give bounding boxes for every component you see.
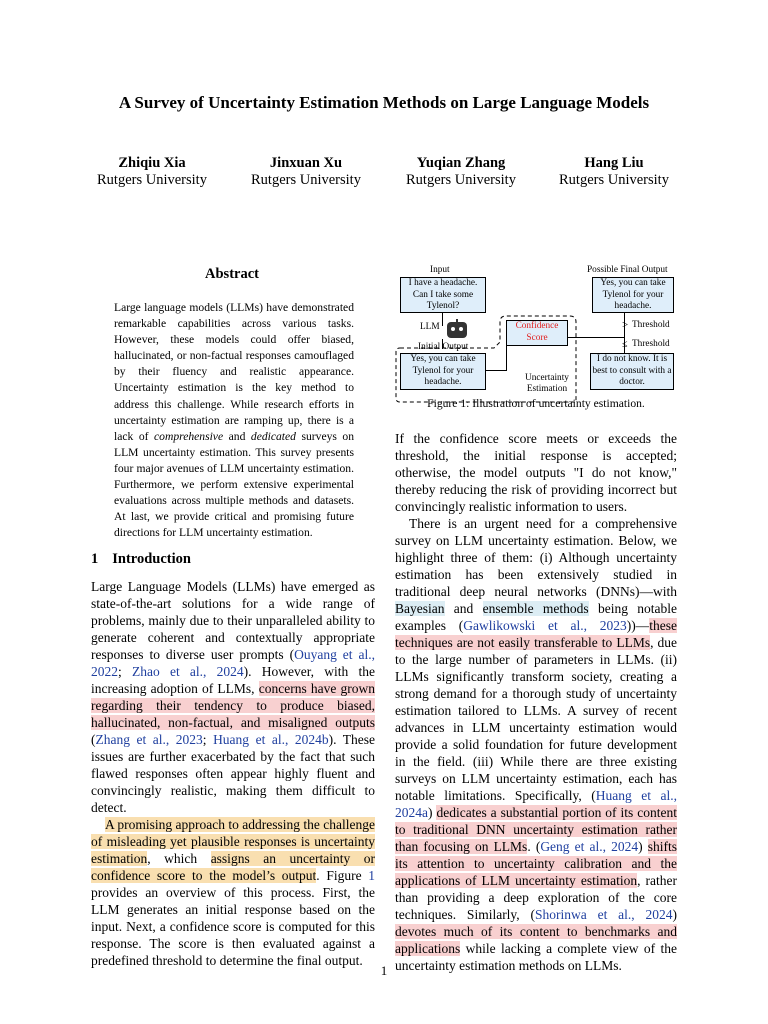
- citation-link[interactable]: Huang et al., 2024a: [395, 788, 677, 820]
- abstract-text-part: surveys on LLM uncertainty estimation. This survey presents four major avenues of LLM uncertainty estimation. Furthermore, we perform extensive experimental evaluations across multiple methods and datasets. At last, we provide critical and promising future directions for LLM uncertainty estimation.: [114, 429, 355, 540]
- author-affiliation: Rutgers University: [97, 172, 207, 188]
- text-run: ;: [118, 664, 132, 679]
- figure-reference-link[interactable]: 1: [368, 868, 375, 883]
- text-run: while lacking a complete view of the uncertainty estimation methods on LLMs.: [395, 941, 677, 973]
- highlight-red: devotes much of its content to benchmarks and applications: [395, 924, 677, 956]
- text-run: and: [444, 601, 483, 616]
- abstract-text-part: Large language models (LLMs) have demonstrated remarkable capabilities across various tasks. However, these models could offer biased, hallucinated, or non-factual responses camouflaged by their fluency and realistic appearance. Uncertainty estimation is the key method to address this challenge. While research efforts in uncertainty estimation are ramping up, there is a lack of: [114, 301, 354, 443]
- citation-link[interactable]: Gawlikowski et al., 2023: [463, 618, 627, 633]
- citation-link[interactable]: Ouyang et al., 2022: [91, 647, 375, 679]
- text-run: ): [672, 907, 677, 922]
- author-name: Zhiqiu Xia: [118, 155, 186, 171]
- author-name: Yuqian Zhang: [416, 155, 506, 171]
- abstract-emphasis: comprehensive: [154, 429, 224, 443]
- section-number: 1: [91, 551, 99, 567]
- highlight-blue: ensemble methods: [482, 601, 589, 616]
- abstract-text: [114, 300, 354, 541]
- abstract-emphasis: dedicated: [250, 429, 296, 443]
- author-affiliation: Rutgers University: [406, 172, 516, 188]
- highlight-red: dedicates a substantial portion of its content to traditional DNN uncertainty estimation rather than focusing on LLMs: [395, 805, 677, 854]
- text-run: provides an overview of this process. First, the LLM generates an initial response based on the input. Next, a confidence score is computed for this response. The score is then evaluated against a predefined threshold to determine the final output.: [91, 885, 375, 968]
- author-3: [381, 155, 541, 189]
- citation-link[interactable]: Zhang et al., 2023: [95, 732, 203, 747]
- highlight-red: these techniques are not easily transferable to LLMs: [395, 618, 677, 650]
- right-paragraph-2: [395, 515, 677, 974]
- text-run: ): [428, 805, 437, 820]
- text-run: . (: [527, 839, 541, 854]
- greater-than-sign: >: [622, 319, 629, 331]
- text-run: There is an urgent need for a comprehensive survey on LLM uncertainty estimation. Below, we highlight three of them: (i) Although uncertainty estimation has been extensively studied in traditional deep neural networks (DNNs)—with: [395, 516, 677, 599]
- author-affiliation: Rutgers University: [559, 172, 669, 188]
- text-run: ;: [202, 732, 214, 747]
- final-output-no-box: I do not know. It is best to consult with a doctor.: [590, 353, 674, 390]
- intro-paragraph-1: [91, 578, 375, 816]
- text-run: . Figure: [316, 868, 369, 883]
- highlight-red: concerns have grown regarding their tendency to produce biased, hallucinated, non-factual, and misaligned outputs: [91, 681, 375, 730]
- final-output-yes-box: Yes, you can take Tylenol for your headache.: [592, 277, 674, 313]
- author-affiliation: Rutgers University: [251, 172, 361, 188]
- text-run: , rather than providing a deep exploration of the core techniques. Similarly, (: [395, 873, 677, 922]
- input-label: Input: [430, 265, 450, 275]
- author-4: [534, 155, 694, 189]
- author-name: Hang Liu: [584, 155, 644, 171]
- author-2: [226, 155, 386, 189]
- uncertainty-estimation-label: Uncertainty Estimation: [525, 373, 569, 394]
- text-run: , due to the large number of parameters in LLMs. (ii) LLMs significantly transform society, creating a strong demand for a thorough study of uncertainty estimation tailored to LLMs. A survey of recent advances in LLM uncertainty estimation would provide a solid foundation for future development in the field. (iii) While there are three existing surveys on LLM uncertainty estimation, each has notable limitations. Specifically, (: [395, 635, 677, 803]
- text-run: Large Language Models (LLMs) have emerged as state-of-the-art solutions for a wide range of problems, mainly due to their unparalleled ability to generate coherent and contextually appropriate responses to diverse user prompts (: [91, 579, 375, 662]
- input-box: I have a headache. Can I take some Tylenol?: [400, 277, 486, 313]
- page-number: 1: [380, 963, 388, 978]
- section-title: Introduction: [112, 551, 191, 567]
- paper-title: A Survey of Uncertainty Estimation Methods on Large Language Models: [118, 93, 650, 112]
- highlight-blue: Bayesian: [395, 601, 445, 616]
- figure-1: [392, 262, 680, 412]
- llm-label: LLM: [420, 322, 440, 332]
- right-column-body: [395, 430, 677, 974]
- initial-output-label: Initial Output: [418, 342, 469, 352]
- text-run: (: [91, 732, 96, 747]
- confidence-score-box: Confidence Score: [506, 320, 568, 346]
- section-heading: [91, 551, 191, 568]
- text-run: ))—: [626, 618, 650, 633]
- leq-sign: ≤: [622, 339, 628, 350]
- citation-link[interactable]: Zhao et al., 2024: [131, 664, 244, 679]
- initial-output-box: Yes, you can take Tylenol for your headache.: [400, 353, 486, 390]
- left-column-body: [91, 578, 375, 969]
- text-run: ): [638, 839, 648, 854]
- text-run: being notable examples (: [395, 601, 677, 633]
- citation-link[interactable]: Huang et al., 2024b: [213, 732, 329, 747]
- citation-link[interactable]: Shorinwa et al., 2024: [535, 907, 673, 922]
- connector-line: [486, 370, 506, 371]
- author-name: Jinxuan Xu: [269, 155, 343, 171]
- figure-caption: Figure 1: Illustration of uncertainty estimation.: [427, 397, 645, 410]
- author-1: [72, 155, 232, 189]
- right-paragraph-1: If the confidence score meets or exceeds the threshold, the initial response is accepted; otherwise, the model outputs "I do not know," thereby reducing the risk of providing incorrect but convincingly realistic information to users.: [395, 431, 677, 514]
- connector-line: [506, 346, 507, 371]
- final-output-label: Possible Final Output: [587, 265, 668, 275]
- connector-line: [568, 337, 624, 338]
- threshold-label-below: Threshold: [632, 339, 670, 349]
- highlight-red: shifts its attention to uncertainty calibration and the applications of LLM uncertainty estimation: [395, 839, 677, 888]
- abstract-text-part: and: [223, 429, 251, 443]
- citation-link[interactable]: Geng et al., 2024: [540, 839, 639, 854]
- text-run: ). These issues are further exacerbated by the fact that such flawed responses often appear highly fluent and convincingly realistic, making them difficult to detect.: [91, 732, 375, 815]
- highlight-orange: A promising approach to addressing the challenge of misleading yet plausible responses is uncertainty estimation: [91, 817, 375, 866]
- threshold-label-above: Threshold: [632, 320, 670, 330]
- intro-paragraph-2: [91, 816, 375, 969]
- text-run: , which: [147, 851, 211, 866]
- text-run: ). However, with the increasing adoption of LLMs,: [91, 664, 375, 696]
- abstract-heading: Abstract: [205, 266, 259, 282]
- highlight-orange: assigns an uncertainty or confidence score to the model’s output: [91, 851, 375, 883]
